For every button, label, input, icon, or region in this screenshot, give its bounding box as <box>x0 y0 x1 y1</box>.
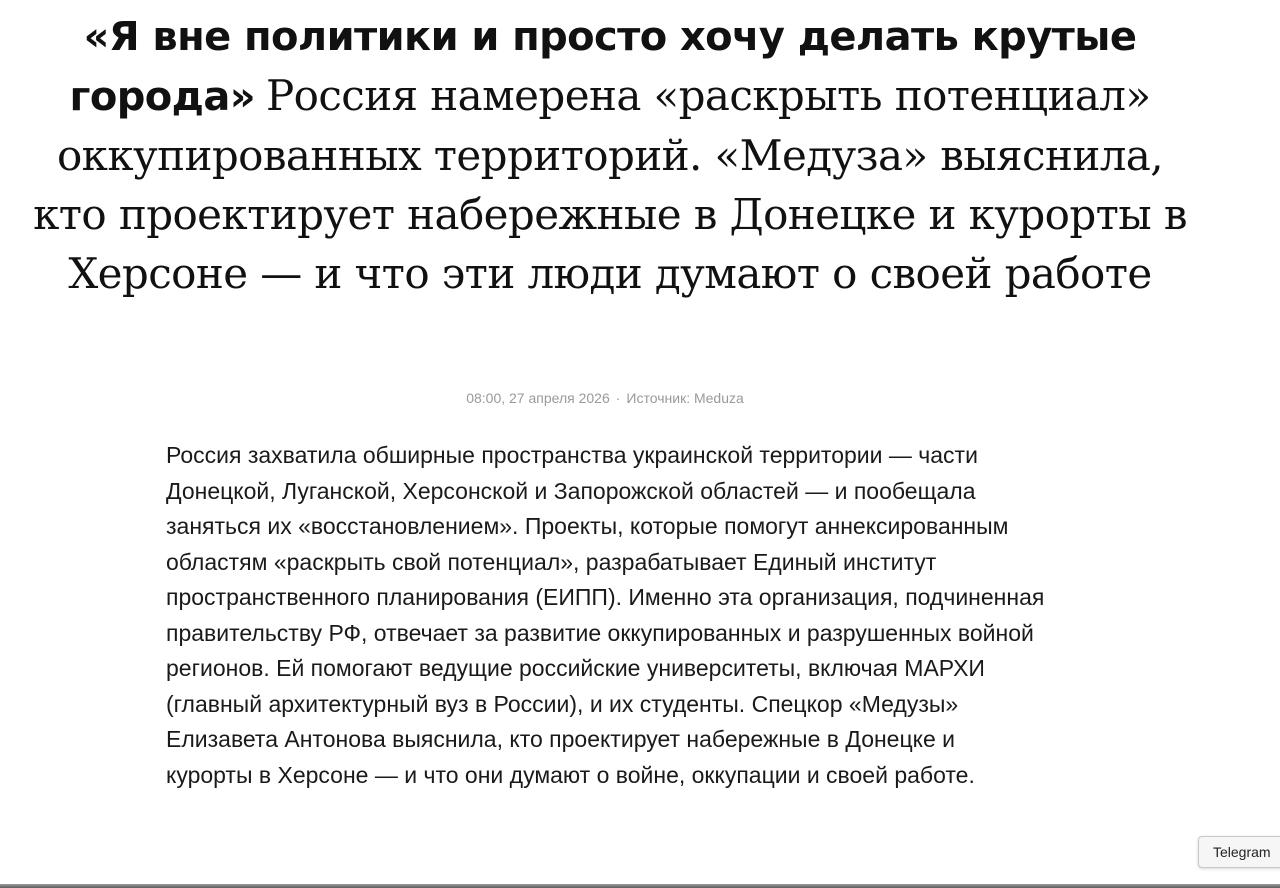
headline-text: Россия намерена «раскрыть потенциал» оккупированных территорий. «Медуза» выяснила, кто проектирует набережные в Донецке и курорты в Херсоне — и что эти люди думают о своей работе <box>33 71 1187 298</box>
telegram-tooltip: Telegram <box>1198 836 1280 868</box>
window-bottom-edge <box>0 884 1280 888</box>
article-meta <box>0 389 1210 407</box>
article-source: Источник: Meduza <box>626 390 744 406</box>
publish-datetime: 08:00, 27 апреля 2026 <box>466 390 610 406</box>
headline-quote: «Я вне политики и просто хочу делать крутые города» <box>69 14 1137 120</box>
meta-separator: · <box>615 390 621 406</box>
article-headline <box>20 6 1200 303</box>
article-lead: Россия захватила обширные пространства украинской территории — части Донецкой, Луганской, Херсонской и Запорожской областей — и пообещала заняться их «восстановлением». Проекты, которые помогут аннексированным областям «раскрыть свой потенциал», разрабатывает Единый институт пространственного планирования (ЕИПП). Именно эта организация, подчиненная правительству РФ, отвечает за развитие оккупированных и разрушенных войной регионов. Ей помогают ведущие российские университеты, включая МАРХИ (главный архитектурный вуз в России), и их студенты. Спецкор «Медузы» Елизавета Антонова выяснила, кто проектирует набережные в Донецке и курорты в Херсоне — и что они думают о войне, оккупации и своей работе. <box>166 442 1045 788</box>
